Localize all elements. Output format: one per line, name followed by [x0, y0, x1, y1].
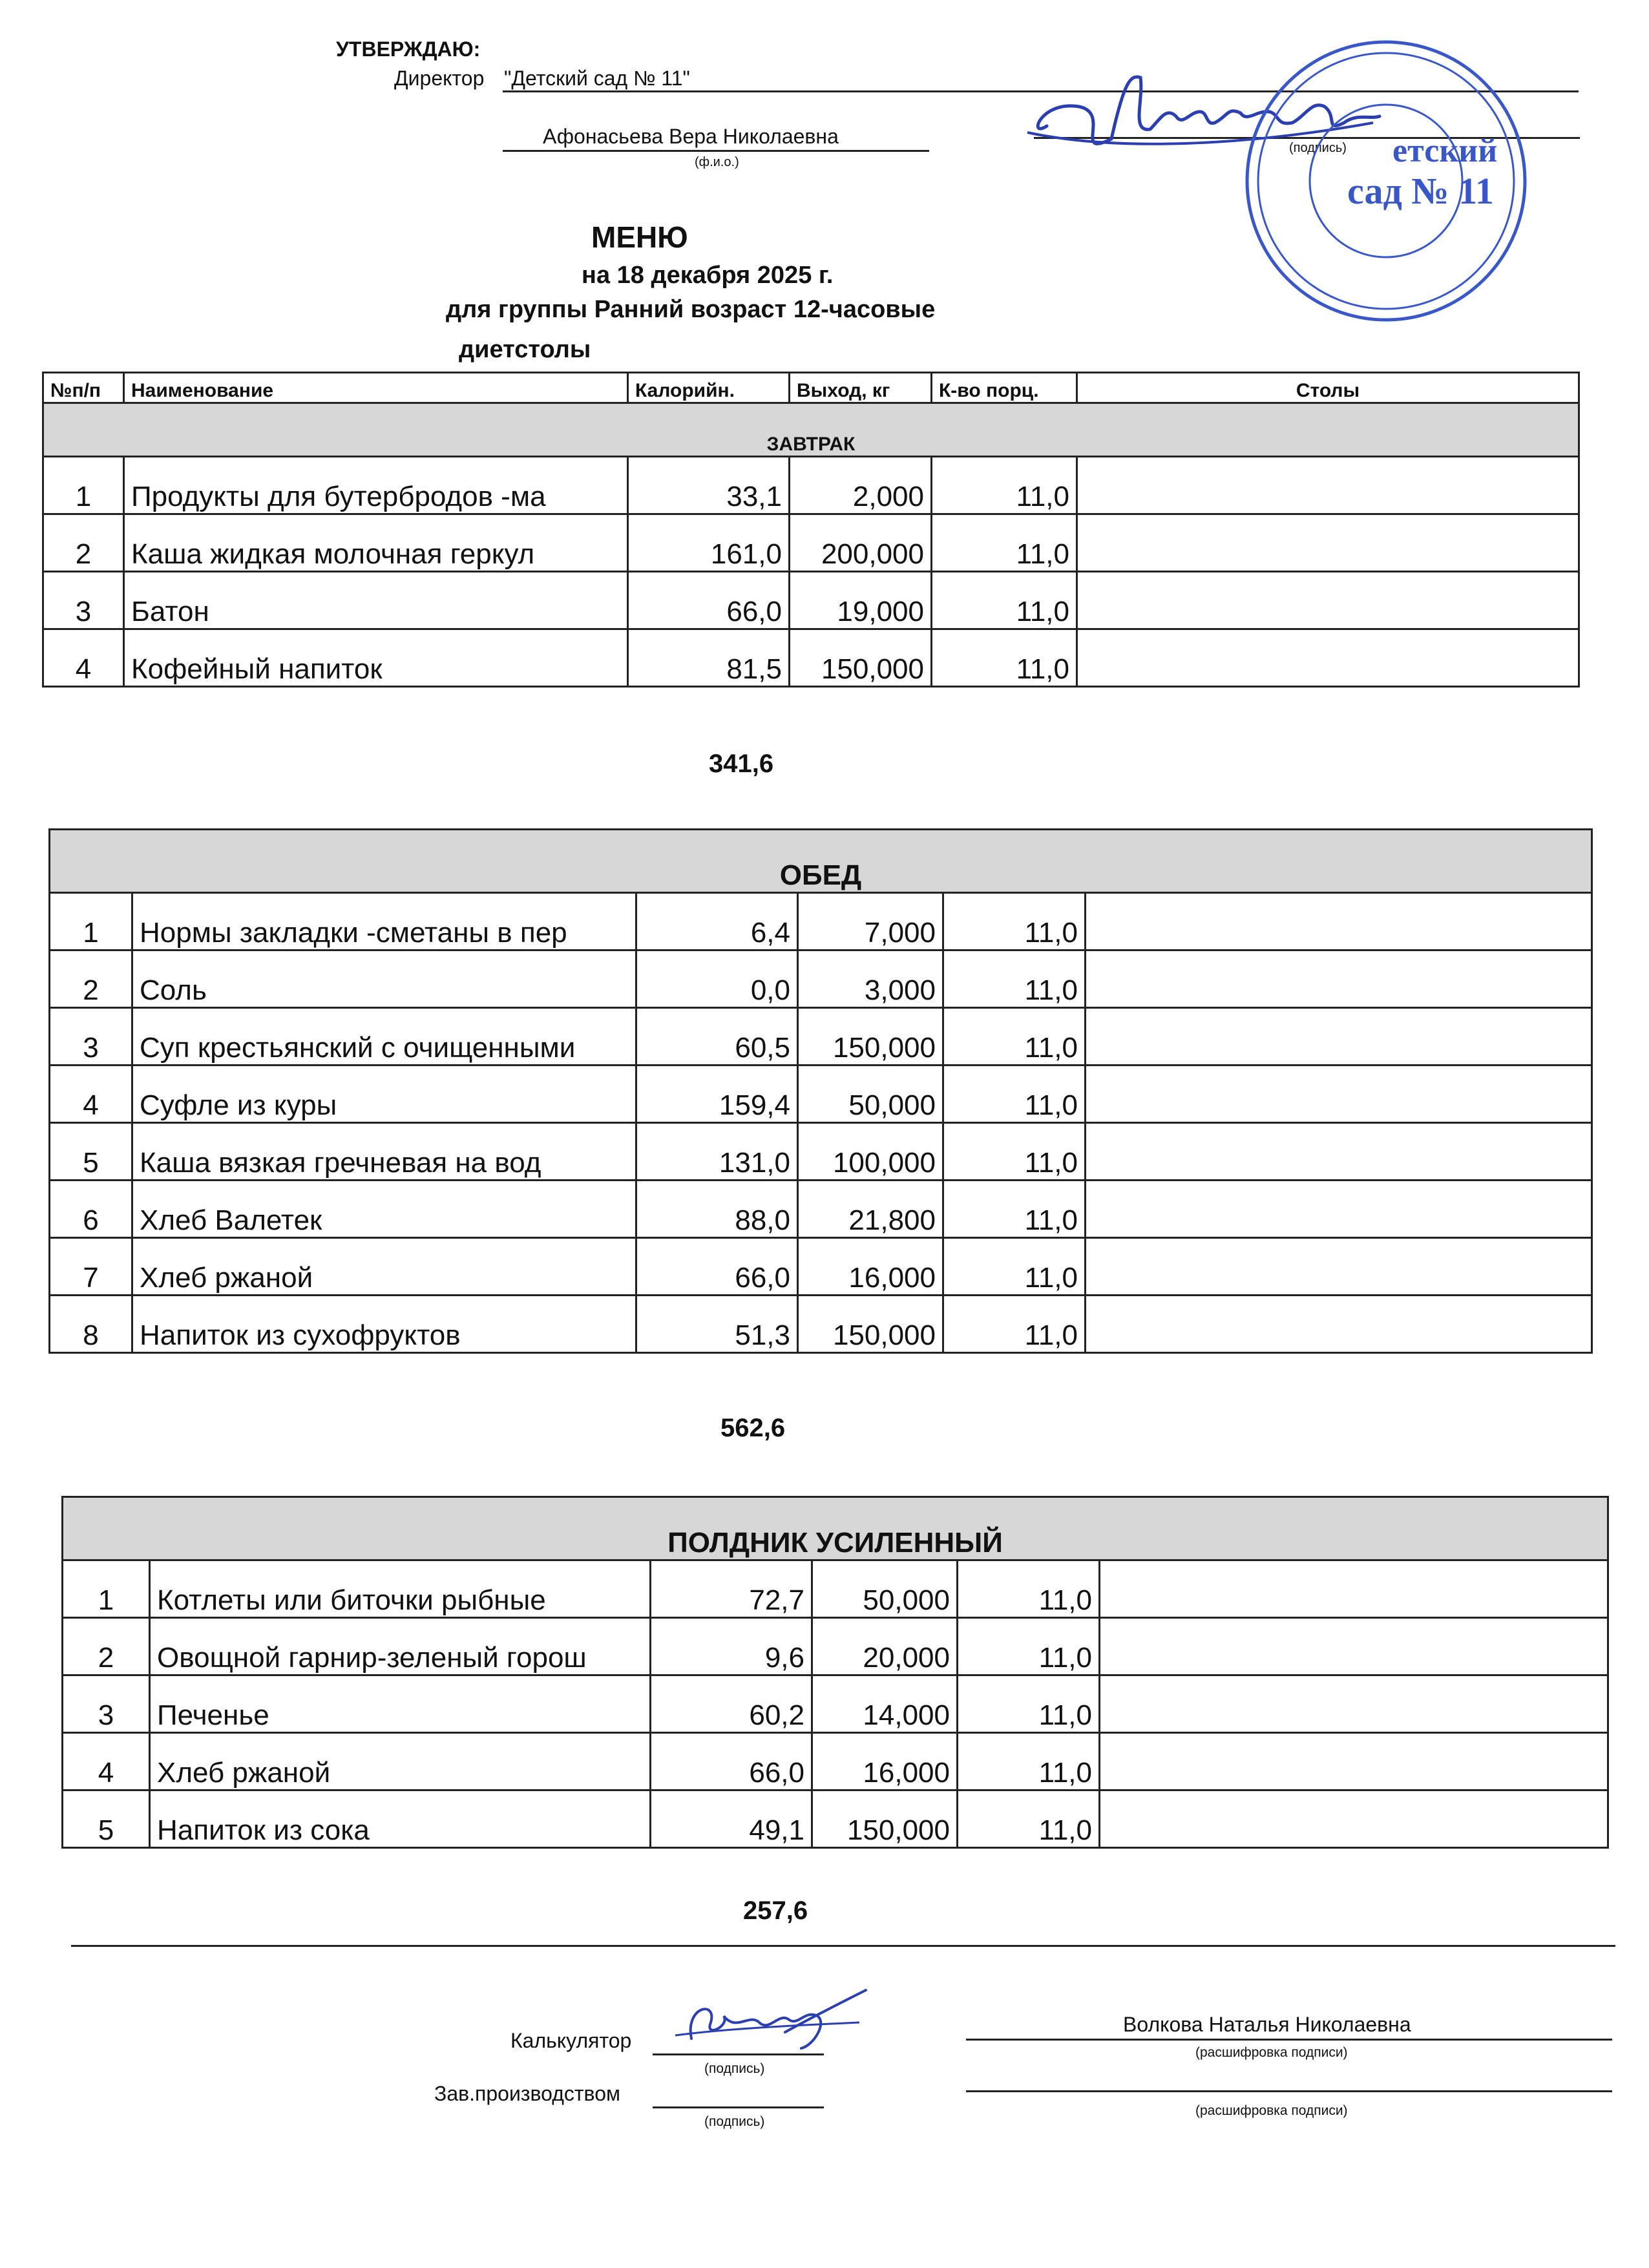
- dish-name: Батон: [124, 572, 628, 629]
- table-row: [50, 1296, 1592, 1353]
- approval-title: УТВЕРЖДАЮ:: [336, 37, 481, 61]
- tables-value: [1086, 950, 1592, 1008]
- dish-name: Напиток из сока: [150, 1790, 651, 1848]
- tables-value: [1077, 514, 1579, 572]
- dish-name: Хлеб Валетек: [132, 1181, 636, 1238]
- tables-value: [1077, 457, 1579, 514]
- calories-value: 131,0: [636, 1123, 798, 1181]
- calories-value: 60,2: [651, 1675, 812, 1733]
- svg-text:сад № 11: сад № 11: [1347, 170, 1494, 212]
- output-value: 21,800: [798, 1181, 943, 1238]
- portions-value: 11,0: [958, 1618, 1100, 1675]
- table-row: [43, 572, 1579, 629]
- portions-value: 11,0: [958, 1560, 1100, 1618]
- col-num-header: №п/п: [43, 373, 124, 403]
- dish-name: Хлеб ржаной: [150, 1733, 651, 1790]
- output-value: 200,000: [790, 514, 932, 572]
- calculator-name: Волкова Наталья Николаевна: [1123, 2013, 1411, 2036]
- tables-value: [1086, 1008, 1592, 1066]
- tables-value: [1077, 629, 1579, 687]
- output-value: 14,000: [812, 1675, 958, 1733]
- section-title-snack: ПОЛДНИК УСИЛЕННЫЙ: [63, 1497, 1608, 1560]
- portions-value: 11,0: [943, 1238, 1086, 1296]
- row-number: 4: [43, 629, 124, 687]
- table-row: [63, 1733, 1608, 1790]
- output-value: 50,000: [798, 1066, 943, 1123]
- tables-value: [1086, 1066, 1592, 1123]
- portions-value: 11,0: [932, 457, 1077, 514]
- portions-value: 11,0: [943, 1181, 1086, 1238]
- row-number: 2: [50, 950, 132, 1008]
- tables-value: [1100, 1790, 1608, 1848]
- row-number: 1: [63, 1560, 150, 1618]
- calories-value: 60,5: [636, 1008, 798, 1066]
- production-name-line: [966, 2090, 1612, 2092]
- organization-seal: [1234, 36, 1538, 326]
- row-number: 2: [63, 1618, 150, 1675]
- breakfast-total: 341,6: [709, 750, 774, 778]
- director-name: Афонасьева Вера Николаевна: [543, 125, 839, 148]
- dish-name: Суп крестьянский с очищенными: [132, 1008, 636, 1066]
- breakfast-table: [42, 372, 1580, 688]
- calories-value: 6,4: [636, 893, 798, 950]
- dish-name: Овощной гарнир-зеленый горош: [150, 1618, 651, 1675]
- output-value: 16,000: [798, 1238, 943, 1296]
- calories-value: 88,0: [636, 1181, 798, 1238]
- table-row: [50, 950, 1592, 1008]
- dish-name: Хлеб ржаной: [132, 1238, 636, 1296]
- calories-value: 49,1: [651, 1790, 812, 1848]
- output-value: 2,000: [790, 457, 932, 514]
- calories-value: 161,0: [628, 514, 790, 572]
- menu-group: для группы Ранний возраст 12-часовые: [446, 296, 936, 323]
- fio-caption: (ф.и.о.): [695, 155, 739, 169]
- dish-name: Каша вязкая гречневая на вод: [132, 1123, 636, 1181]
- col-portions-header: К-во порц.: [932, 373, 1077, 403]
- output-value: 150,000: [812, 1790, 958, 1848]
- menu-date: на 18 декабря 2025 г.: [582, 262, 834, 289]
- portions-value: 11,0: [943, 1066, 1086, 1123]
- calories-value: 0,0: [636, 950, 798, 1008]
- dish-name: Каша жидкая молочная геркул: [124, 514, 628, 572]
- row-number: 8: [50, 1296, 132, 1353]
- col-name-header: Наименование: [124, 373, 628, 403]
- tables-value: [1086, 1296, 1592, 1353]
- tables-value: [1086, 1123, 1592, 1181]
- lunch-table: [48, 828, 1593, 1354]
- calories-value: 81,5: [628, 629, 790, 687]
- tables-value: [1100, 1675, 1608, 1733]
- dish-name: Кофейный напиток: [124, 629, 628, 687]
- calories-value: 66,0: [628, 572, 790, 629]
- dish-name: Продукты для бутербродов -ма: [124, 457, 628, 514]
- portions-value: 11,0: [943, 950, 1086, 1008]
- production-label: Зав.производством: [434, 2082, 620, 2105]
- dish-name: Котлеты или биточки рыбные: [150, 1560, 651, 1618]
- dish-name: Нормы закладки -сметаны в пер: [132, 893, 636, 950]
- production-signature-line: [653, 2106, 824, 2108]
- portions-value: 11,0: [958, 1733, 1100, 1790]
- section-band: [63, 1497, 1608, 1560]
- row-number: 1: [50, 893, 132, 950]
- tables-value: [1077, 572, 1579, 629]
- director-signature-caption: (подпись): [1289, 141, 1347, 155]
- lunch-total: 562,6: [720, 1414, 786, 1442]
- row-number: 5: [50, 1123, 132, 1181]
- calories-value: 72,7: [651, 1560, 812, 1618]
- dish-name: Соль: [132, 950, 636, 1008]
- production-name-caption: (расшифровка подписи): [1195, 2103, 1348, 2118]
- section-title-lunch: ОБЕД: [50, 830, 1592, 893]
- output-value: 150,000: [798, 1296, 943, 1353]
- tables-value: [1086, 1181, 1592, 1238]
- svg-text:етский: етский: [1392, 132, 1498, 169]
- dish-name: Печенье: [150, 1675, 651, 1733]
- snack-total: 257,6: [743, 1896, 808, 1925]
- section-band: [50, 830, 1592, 893]
- portions-value: 11,0: [943, 1296, 1086, 1353]
- calculator-signature: [672, 1987, 872, 2058]
- row-number: 7: [50, 1238, 132, 1296]
- table-row: [50, 893, 1592, 950]
- footer-divider: [71, 1945, 1615, 1947]
- director-organization: "Детский сад № 11": [504, 67, 690, 90]
- col-calories-header: Калорийн.: [628, 373, 790, 403]
- portions-value: 11,0: [943, 1008, 1086, 1066]
- row-number: 3: [63, 1675, 150, 1733]
- snack-table: [61, 1496, 1609, 1849]
- output-value: 16,000: [812, 1733, 958, 1790]
- tables-value: [1100, 1733, 1608, 1790]
- table-row: [50, 1008, 1592, 1066]
- calories-value: 9,6: [651, 1618, 812, 1675]
- output-value: 150,000: [798, 1008, 943, 1066]
- table-row: [43, 514, 1579, 572]
- tables-value: [1100, 1618, 1608, 1675]
- menu-title: МЕНЮ: [591, 220, 688, 254]
- col-output-header: Выход, кг: [790, 373, 932, 403]
- output-value: 19,000: [790, 572, 932, 629]
- table-header-row: [43, 373, 1579, 403]
- row-number: 1: [43, 457, 124, 514]
- calories-value: 66,0: [651, 1733, 812, 1790]
- table-row: [50, 1181, 1592, 1238]
- row-number: 6: [50, 1181, 132, 1238]
- row-number: 2: [43, 514, 124, 572]
- portions-value: 11,0: [958, 1675, 1100, 1733]
- output-value: 7,000: [798, 893, 943, 950]
- calories-value: 66,0: [636, 1238, 798, 1296]
- dish-name: Напиток из сухофруктов: [132, 1296, 636, 1353]
- tables-value: [1100, 1560, 1608, 1618]
- calories-value: 33,1: [628, 457, 790, 514]
- portions-value: 11,0: [943, 893, 1086, 950]
- portions-value: 11,0: [932, 629, 1077, 687]
- calculator-name-line: [966, 2039, 1612, 2041]
- table-row: [63, 1618, 1608, 1675]
- section-title-breakfast: ЗАВТРАК: [43, 403, 1579, 457]
- output-value: 20,000: [812, 1618, 958, 1675]
- portions-value: 11,0: [958, 1790, 1100, 1848]
- calories-value: 51,3: [636, 1296, 798, 1353]
- table-row: [43, 457, 1579, 514]
- row-number: 3: [50, 1008, 132, 1066]
- calculator-signature-caption: (подпись): [704, 2061, 765, 2076]
- output-value: 50,000: [812, 1560, 958, 1618]
- table-row: [43, 629, 1579, 687]
- table-row: [63, 1560, 1608, 1618]
- table-row: [63, 1790, 1608, 1848]
- table-row: [50, 1123, 1592, 1181]
- calories-value: 159,4: [636, 1066, 798, 1123]
- output-value: 3,000: [798, 950, 943, 1008]
- output-value: 150,000: [790, 629, 932, 687]
- director-label: Директор: [394, 67, 485, 90]
- calculator-name-caption: (расшифровка подписи): [1195, 2045, 1348, 2060]
- table-row: [63, 1675, 1608, 1733]
- calculator-label: Калькулятор: [510, 2029, 632, 2052]
- section-band: [43, 403, 1579, 457]
- table-row: [50, 1238, 1592, 1296]
- tables-value: [1086, 893, 1592, 950]
- output-value: 100,000: [798, 1123, 943, 1181]
- row-number: 4: [63, 1733, 150, 1790]
- row-number: 4: [50, 1066, 132, 1123]
- tables-value: [1086, 1238, 1592, 1296]
- table-row: [50, 1066, 1592, 1123]
- portions-value: 11,0: [932, 572, 1077, 629]
- menu-diet: диетстолы: [459, 336, 591, 363]
- director-name-underline: [503, 150, 929, 152]
- dish-name: Суфле из куры: [132, 1066, 636, 1123]
- portions-value: 11,0: [932, 514, 1077, 572]
- col-tables-header: Столы: [1077, 373, 1579, 403]
- row-number: 3: [43, 572, 124, 629]
- portions-value: 11,0: [943, 1123, 1086, 1181]
- production-signature-caption: (подпись): [704, 2114, 765, 2129]
- row-number: 5: [63, 1790, 150, 1848]
